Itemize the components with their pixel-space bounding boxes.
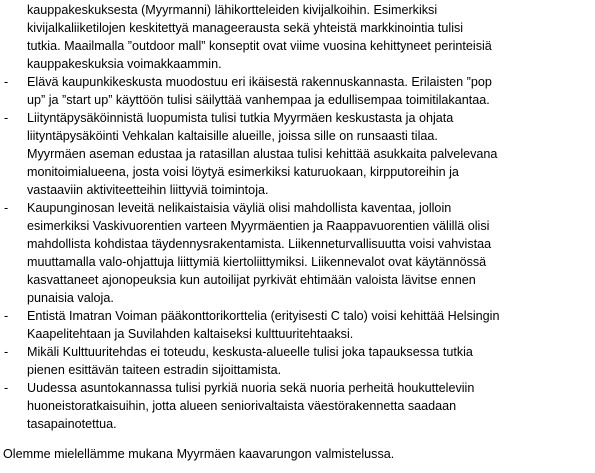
closing-sentence: Olemme mielellämme mukana Myyrmäen kaavarungon valmistelussa.: [3, 447, 395, 461]
text-line: kauppakeskuksia voimakkaammin.: [27, 57, 222, 71]
text-line: tutkia. Maailmalla ”outdoor mall” konseptit ovat viime vuosina kehittyneet perinteisiä: [27, 39, 492, 53]
text-line: Kaupunginosan leveitä nelikaistaisia väyliä olisi mahdollista kaventaa, jolloin: [27, 201, 452, 215]
text-line: Elävä kaupunkikeskusta muodostuu eri ikäisestä rakennuskannasta. Erilaisten ”pop: [27, 75, 492, 89]
text-line: Uudessa asuntokannassa tulisi pyrkiä nuoria sekä nuoria perheitä houkutteleviin: [27, 381, 475, 395]
text-line: Mikäli Kulttuuritehdas ei toteudu, keskusta-alueelle tulisi joka tapauksessa tutkia: [27, 345, 473, 359]
bullet-marker: -: [4, 345, 9, 359]
text-line: liityntäpysäköinti Vehkalan kaltaisille alueille, joissa sille on runsaasti tilaa.: [27, 129, 438, 143]
text-line: punaisia valoja.: [27, 291, 114, 305]
text-line: Kaapelitehtaan ja Suvilahden kaltaiseksi kulttuuritehtaaksi.: [27, 327, 354, 341]
text-line: esimerkiksi Vaskivuorentien varteen Myyrmäentien ja Raappavuorentien välillä olisi: [27, 219, 490, 233]
text-line: muuttamalla valo-ohjattuja liittymiä kiertoliittymiksi. Liikennevalot ovat käytännössä: [27, 255, 487, 269]
text-line: kasvattaneet ajonopeuksia kun autoilijat pyrkivät ehtimään valoista lävitse ennen: [27, 273, 476, 287]
bullet-marker: -: [4, 309, 9, 323]
text-line: kivijalkaliiketilojen keskitettyä manageerausta sekä yhteistä markkinointia tulisi: [27, 21, 464, 35]
text-line: Myyrmäen aseman edustaa ja ratasillan alustaa tulisi kehittää asukkaita palvelevana: [27, 147, 498, 161]
bullet-marker: -: [4, 111, 9, 125]
text-line: pienen esittävän taiteen estradin sijoittamista.: [27, 363, 282, 377]
text-line: vastaaviin aktiviteetteihin liittyviä toimintoja.: [27, 183, 269, 197]
text-line: monitoimialueena, josta voisi löytyä esimerkiksi katuruokaan, kirpputoreihin ja: [27, 165, 459, 179]
text-line: up” ja ”start up” käyttöön tulisi säilyttää vanhempaa ja edullisempaa toimitilakantaa.: [27, 93, 490, 107]
text-line: kauppakeskuksesta (Myyrmanni) lähikortteleiden kivijalkoihin. Esimerkiksi: [27, 3, 438, 17]
bullet-marker: -: [4, 201, 9, 215]
bullet-marker: -: [4, 381, 9, 395]
text-line: tasapainotettua.: [27, 417, 117, 431]
text-line: Entistä Imatran Voiman pääkonttorikorttelia (erityisesti C talo) voisi kehittää Helsingin: [27, 309, 500, 323]
text-line: Liityntäpysäköinnistä luopumista tulisi tutkia Myyrmäen keskustasta ja ohjata: [27, 111, 454, 125]
text-line: huoneistoratkaisuihin, jotta alueen seniorivaltaista väestörakennetta saadaan: [27, 399, 457, 413]
bullet-marker: -: [4, 75, 9, 89]
text-line: mahdollista kohdistaa täydennysrakentamista. Liikenneturvallisuutta voisi vahvistaa: [27, 237, 492, 251]
